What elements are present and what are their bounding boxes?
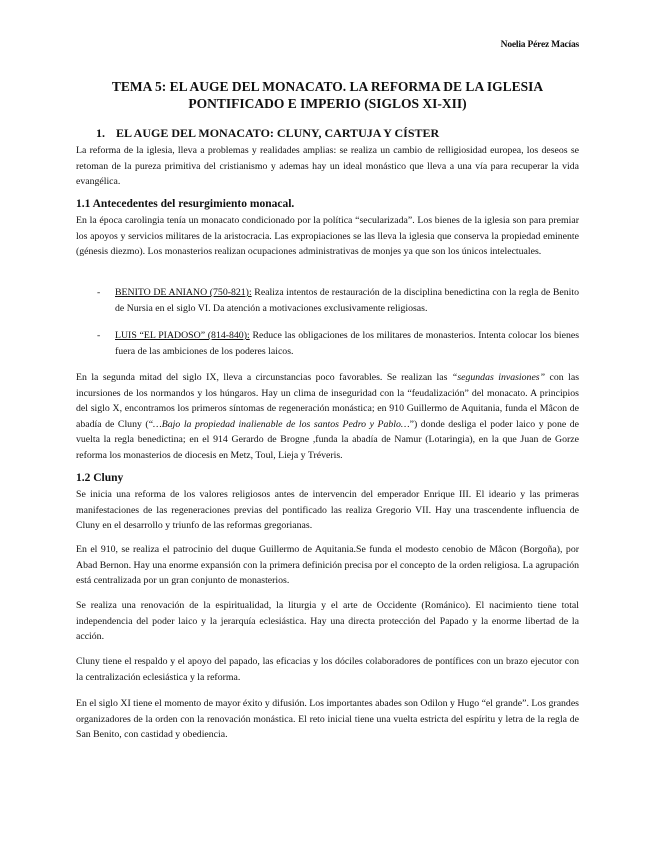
section-1-number: 1. xyxy=(96,126,105,140)
intro-paragraph: La reforma de la iglesia, lleva a problemas y realidades amplias: se realiza un cambio de relligiosidad europea, los deseos se retoman de la pureza primitiva del cristianismo y ademas hay un ideal monástico que lleva a una vía para recuperar la vida evangélica. xyxy=(76,145,579,188)
author-name: Noelia Pérez Macías xyxy=(500,40,579,50)
section-1-title: EL AUGE DEL MONACATO: CLUNY, CARTUJA Y CÍSTER xyxy=(116,126,440,140)
paragraph-text: con las incursiones de los normandos y los húngaros. Hay un clima de inseguridad con la “feudalización” del monacato. A principios del siglo X, encontramos los primeros síntomas de regeneración monástica; en 910 Guillermo de Aquitania, funda el Mâcon de abadía de Cluny (“ xyxy=(76,372,580,430)
bullet-item-luis xyxy=(97,328,579,359)
bullet-name: BENITO DE ANIANO (750-821): xyxy=(115,287,252,298)
subsection-1-1-paragraph-2 xyxy=(76,370,579,464)
cluny-paragraph-2: En el 910, se realiza el patrocinio del duque Guillermo de Aquitania.Se funda el modesto cenobio de Mâcon (Borgoña), por Abad Bernon. Hay una enorme expansión con la primera definición precisa por el concepto de la orden religiosa. La agrupación está centralizada por un gran conjunto de monasterios. xyxy=(76,544,579,587)
cluny-paragraph-1: Se inicia una reforma de los valores religiosos antes de intervencin del emperador Enrique III. El ideario y las primeras manifestaciones de las regeneraciones previas del pontificado las realiza Gregorio VII. Hay una trascendente influencia de Cluny en el desarrollo y triunfo de las reformas gregorianas. xyxy=(76,489,579,532)
subsection-1-1-paragraph: En la época carolingia tenía un monacato condicionado por la política “secularizada”. Los bienes de la iglesia son para premiar los apoyos y servicios militares de la aristocracia. Las expropiaciones se las lleva la iglesia que conserva la propiedad eminente (génesis diezmo). Los monasterios realizan ocupaciones administrativas de monjes ya que son los únicos intelectuales. xyxy=(76,215,579,258)
bullet-item-benito xyxy=(97,285,579,316)
bullet-dash: - xyxy=(97,330,101,341)
bullet-text xyxy=(115,285,579,316)
title-line-1: TEMA 5: EL AUGE DEL MONACATO. LA REFORMA DE LA IGLESIA xyxy=(111,79,544,94)
cluny-paragraph-5: En el siglo XI tiene el momento de mayor éxito y difusión. Los importantes abades son Odilon y Hugo “el grande”. Los grandes organizadores de la orden con la renovación monástica. El reto inicial tiene una vuelta estricta del espíritu y letra de la regla de San Benito, con castidad y obediencia. xyxy=(76,698,579,741)
bullet-dash: - xyxy=(97,287,101,298)
bullet-name: LUIS “EL PIADOSO” (814-840): xyxy=(115,330,250,341)
paragraph-text: ”) donde desliga el poder laico y pone de vuelta la regla benedictina; en el 914 Gerardo de Brogne ,funda la abadía de Namur (Lotaringia), en la que Juan de Gorze reforma los monasterios de diocesis en Metz, Toul, Lieja y Tréveris. xyxy=(76,418,579,461)
cluny-paragraph-4: Cluny tiene el respaldo y el apoyo del papado, las eficacias y los dóciles colaboradores de pontífices con un brazo ejecutor con la centralización eclesiástica y la reforma. xyxy=(76,656,579,683)
bullet-description: Reduce las obligaciones de los militares de monasterios. Intenta colocar los bienes fuera de las ambiciones de los poderes laicos. xyxy=(115,330,580,357)
section-1-heading xyxy=(96,126,439,141)
paragraph-text: En la segunda mitad del siglo IX, lleva a circunstancias poco favorables. Se realizan las xyxy=(76,372,452,383)
document-title xyxy=(76,78,579,112)
subsection-1-1-heading: 1.1 Antecedentes del resurgimiento monacal. xyxy=(76,198,295,210)
subsection-1-2-heading: 1.2 Cluny xyxy=(76,472,124,484)
italic-phrase: “segundas invasiones” xyxy=(451,372,546,383)
bullet-description: Realiza intentos de restauración de la disciplina benedictina con la regla de Benito de Nursia en el siglo VI. Da atención a motivaciones exclusivamente religiosas. xyxy=(115,287,579,314)
title-line-2: PONTIFICADO E IMPERIO (SIGLOS XI-XII) xyxy=(188,96,467,111)
bullet-text xyxy=(115,328,579,359)
italic-quote: …Bajo la propiedad inalienable de los santos Pedro y Pablo… xyxy=(153,418,410,430)
cluny-paragraph-3: Se realiza una renovación de la espiritualidad, la liturgia y el arte de Occidente (Románico). El nacimiento tiene total independencia del poder laico y la jerarquía eclesiástica. Hay una directa protección del Papado y la enorme libertad de la acción. xyxy=(76,600,579,643)
